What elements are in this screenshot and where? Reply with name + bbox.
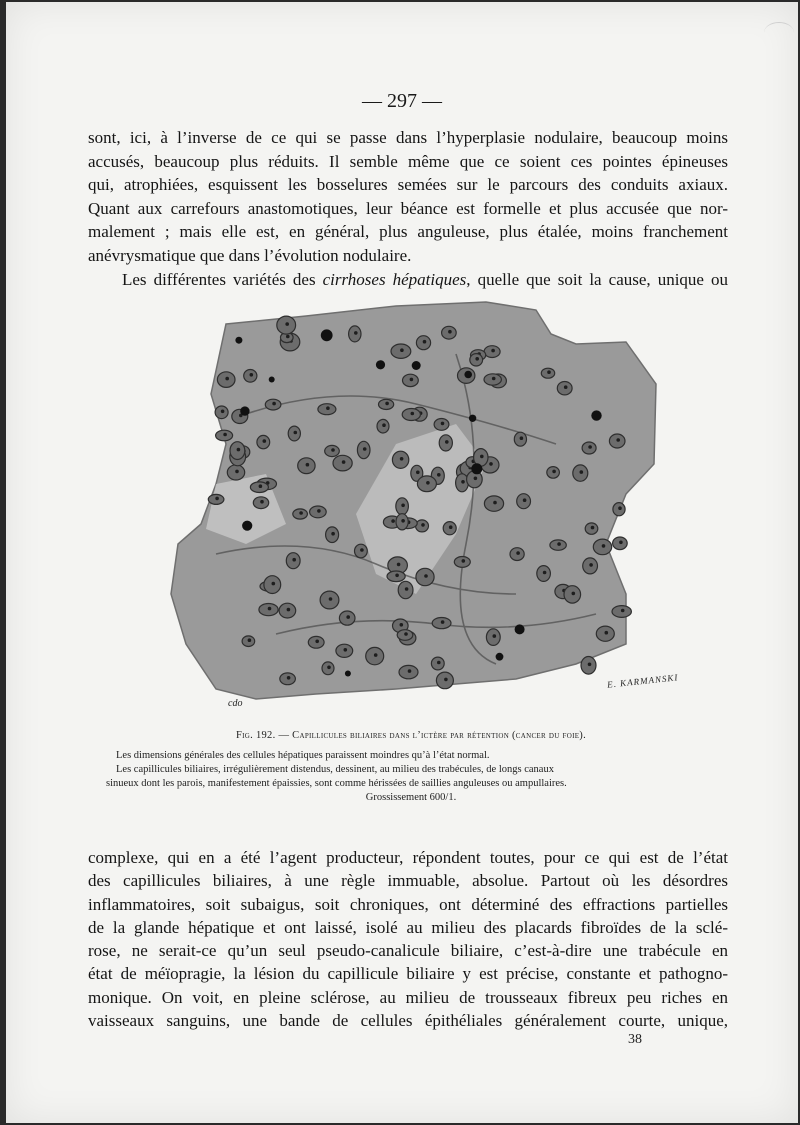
nucleolus: [405, 587, 409, 591]
nucleolus: [287, 676, 291, 680]
nucleolus: [344, 648, 348, 652]
nucleolus: [215, 497, 219, 501]
nucleolus: [605, 631, 609, 635]
text-line: malement ; mais elle est, en général, plus anguleuse, plus étalée, moins franchement: [88, 222, 728, 242]
nucleolus: [272, 402, 276, 406]
nucleolus: [580, 470, 584, 474]
nucleolus: [426, 481, 430, 485]
nucleolus: [286, 335, 290, 339]
nucleolus: [448, 330, 452, 334]
nucleolus: [331, 448, 335, 452]
bottom-paragraph: [88, 846, 728, 1032]
nucleolus: [416, 471, 420, 475]
text-line: sont, ici, à l’inverse de ce qui se passe dans l’hyperplasie nodulaire, beaucoup moins: [88, 128, 728, 147]
nucleolus: [235, 470, 239, 474]
nucleolus: [441, 422, 445, 426]
artist-initials: cdo: [228, 698, 243, 709]
text-line: Quant aux carrefours anastomotiques, leur béance est formelle et plus accusée que nor-: [88, 198, 728, 218]
top-paragraph: [88, 126, 728, 291]
nucleolus: [493, 501, 497, 505]
nucleolus: [225, 377, 229, 381]
nucleolus: [437, 473, 441, 477]
text-line: de la glande hépatique et ont laissé, isolé au milieu des placards fibroïdes de la sclé-: [88, 917, 728, 937]
nucleolus: [363, 447, 367, 451]
text-fragment: Les différentes variétés des: [122, 269, 323, 289]
nucleolus: [317, 509, 321, 513]
nucleolus: [315, 640, 319, 644]
nucleolus: [449, 525, 453, 529]
nucleolus: [397, 563, 401, 567]
dark-granule: [469, 415, 476, 422]
nucleolus: [268, 607, 272, 611]
nucleolus: [520, 436, 524, 440]
text-line: vaisseaux sanguins, une bande de cellules épithéliales généralement courte, unique,: [88, 1011, 728, 1031]
nucleolus: [391, 519, 395, 523]
nucleolus: [360, 548, 364, 552]
nucleolus: [619, 541, 623, 545]
nucleolus: [444, 678, 448, 682]
liver-cells-illustration: [156, 294, 666, 724]
figure-caption: [106, 730, 716, 805]
dark-granule: [464, 371, 472, 379]
text-line: inflammatoires, soit subaigus, soit chroniques, ont déterminé des effractions partielles: [88, 894, 728, 914]
nucleolus: [445, 440, 449, 444]
dark-granule: [242, 521, 252, 531]
nucleolus: [421, 523, 425, 527]
nucleolus: [404, 632, 408, 636]
dark-granule: [269, 377, 275, 383]
nucleolus: [385, 402, 389, 406]
nucleolus: [423, 340, 427, 344]
nucleolus: [374, 653, 378, 657]
nucleolus: [523, 498, 527, 502]
nucleolus: [424, 574, 428, 578]
nucleolus: [263, 439, 267, 443]
caption-line: sinueux dont les parois, manifestement épaissies, sont comme hérissées de saillies anguleuses ou ampullaires.: [106, 778, 567, 789]
magnification-note: Grossissement 600/1.: [365, 792, 457, 803]
nucleolus: [588, 663, 592, 667]
nucleolus: [489, 462, 493, 466]
nucleolus: [400, 348, 404, 352]
dark-granule: [515, 624, 525, 634]
nucleolus: [410, 378, 414, 382]
text-line: état de méïopragie, la lésion du capillicule biliaire y est précise, constante et pathogno-: [88, 964, 728, 984]
text-line: monique. On voit, en pleine sclérose, au milieu de trousseaux fibreux peu riches en: [88, 987, 728, 1007]
nucleolus: [221, 410, 225, 414]
text-line: complexe, qui en a été l’agent producteur, répondent toutes, pour ce qui est de l’état: [88, 848, 728, 867]
text-line: rose, ne serait-ce qu’un seul pseudo-canalicule biliaire, c’est-à-dire une trabécule en: [88, 941, 728, 961]
dark-granule: [471, 463, 482, 474]
nucleolus: [272, 582, 276, 586]
nucleolus: [237, 448, 241, 452]
caption-title: Fig. 192. — Capillicules biliaires dans l’ictère par rétention (cancer du foie).: [235, 730, 586, 741]
nucleolus: [354, 331, 358, 335]
nucleolus: [395, 574, 399, 578]
dark-granule: [345, 671, 351, 677]
nucleolus: [462, 559, 466, 563]
nucleolus: [588, 445, 592, 449]
page-number: — 297 —: [362, 90, 442, 112]
nucleolus: [493, 634, 497, 638]
text-line: des capillicules biliaires, à une règle immuable, absolue. Partout où les désordres: [88, 871, 728, 891]
nucleolus: [480, 455, 484, 459]
nucleolus: [285, 322, 289, 326]
nucleolus: [327, 666, 331, 670]
nucleolus: [552, 470, 556, 474]
nucleolus: [461, 480, 465, 484]
nucleolus: [441, 620, 445, 624]
text-line: qui, atrophiées, esquissent les bosselures semées sur le parcours des conduits axiaux.: [88, 175, 728, 195]
nucleolus: [248, 638, 252, 642]
nucleolus: [475, 357, 479, 361]
dark-granule: [496, 653, 504, 661]
signature-mark: 38: [628, 1032, 642, 1047]
nucleolus: [342, 460, 346, 464]
nucleolus: [591, 526, 595, 530]
dark-granule: [412, 361, 421, 370]
nucleolus: [306, 463, 310, 467]
nucleolus: [326, 406, 330, 410]
nucleolus: [400, 457, 404, 461]
nucleolus: [618, 506, 622, 510]
text-line: anévrysmatique que dans l’évolution nodulaire.: [88, 245, 412, 265]
nucleolus: [250, 373, 254, 377]
nucleolus: [260, 500, 264, 504]
nucleolus: [516, 551, 520, 555]
dark-granule: [240, 406, 249, 415]
nucleolus: [572, 592, 576, 596]
nucleolus: [400, 623, 404, 627]
nucleolus: [299, 511, 303, 515]
text-line-with-italic: [88, 268, 728, 292]
nucleolus: [474, 477, 478, 481]
caption-line: Les capillicules biliaires, irrégulièrement distendus, dessinent, au milieu des trabécules, de longs canaux: [116, 764, 554, 775]
nucleolus: [492, 377, 496, 381]
nucleolus: [589, 563, 593, 567]
nucleolus: [294, 431, 298, 435]
italic-term: cirrhoses hépatiques: [322, 269, 467, 289]
dark-granule: [591, 410, 601, 420]
nucleolus: [564, 385, 568, 389]
book-page: [6, 2, 798, 1123]
nucleolus: [557, 542, 561, 546]
nucleolus: [408, 669, 412, 673]
nucleolus: [616, 438, 620, 442]
nucleolus: [287, 608, 291, 612]
nucleolus: [223, 433, 227, 437]
page-curl-mark: [764, 22, 794, 43]
artist-signature: E. KARMANSKI: [606, 672, 679, 690]
nucleolus: [411, 412, 415, 416]
nucleolus: [292, 558, 296, 562]
text-line: accusés, beaucoup plus réduits. Il semble même que ce soient ces pointes épineuses: [88, 151, 728, 171]
nucleolus: [602, 544, 606, 548]
dark-granule: [321, 329, 333, 341]
nucleolus: [346, 615, 350, 619]
dark-granule: [376, 360, 385, 369]
nucleolus: [437, 661, 441, 665]
nucleolus: [547, 370, 551, 374]
nucleolus: [331, 532, 335, 536]
nucleolus: [543, 571, 547, 575]
nucleolus: [401, 519, 405, 523]
nucleolus: [491, 349, 495, 353]
nucleolus: [259, 484, 263, 488]
caption-line: Les dimensions générales des cellules hépatiques paraissent moindres qu’à l’état normal.: [116, 750, 490, 761]
text-fragment: , quelle que soit la cause, unique ou: [466, 269, 728, 289]
nucleolus: [382, 423, 386, 427]
nucleolus: [621, 609, 625, 613]
nucleolus: [401, 504, 405, 508]
dark-granule: [235, 337, 242, 344]
histology-figure: [156, 294, 666, 724]
nucleolus: [329, 597, 333, 601]
